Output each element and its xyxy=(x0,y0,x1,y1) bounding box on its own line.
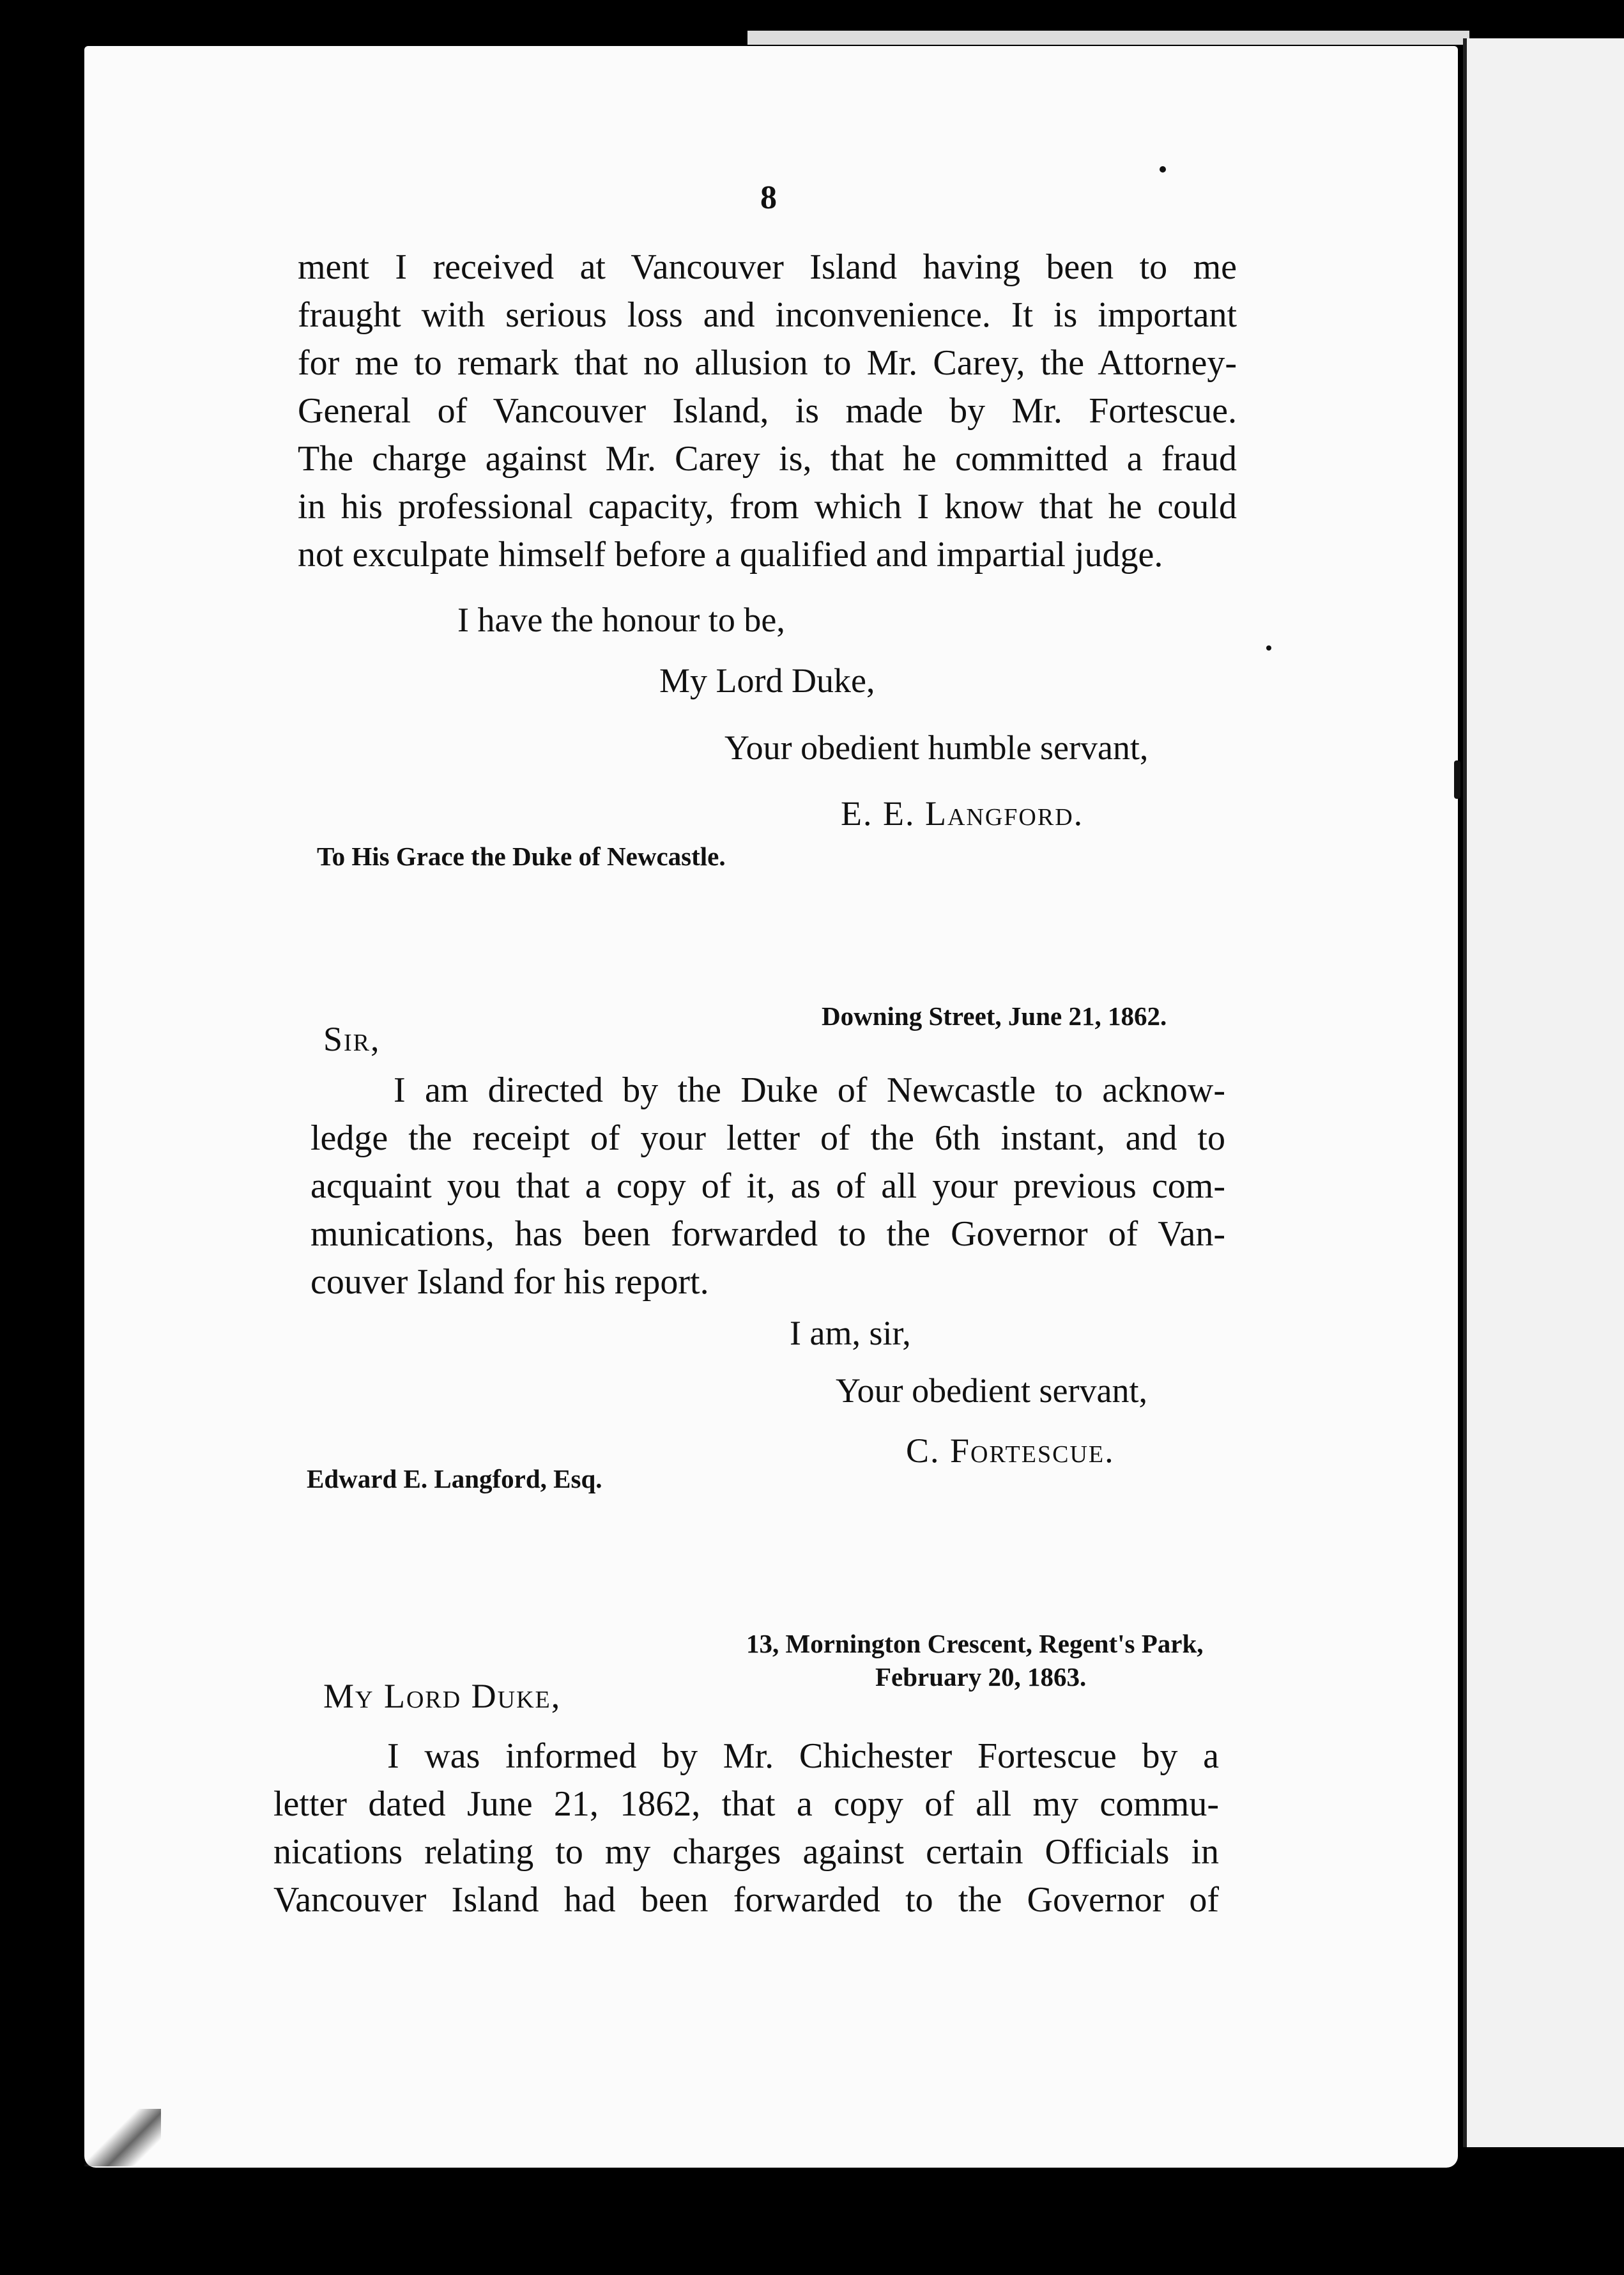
body-line: not exculpate himself before a qualified and impartial judge. xyxy=(298,535,1163,575)
addressee: Edward E. Langford, Esq. xyxy=(307,1464,602,1493)
body-line: acquaint you that a copy of it, as of all your previous com- xyxy=(310,1166,1225,1206)
body-line: letter dated June 21, 1862, that a copy of all my commu- xyxy=(273,1784,1219,1824)
scan-speck xyxy=(1454,760,1460,799)
body-line: fraught with serious loss and inconvenience. It is important xyxy=(298,295,1237,335)
body-line: for me to remark that no allusion to Mr. Carey, the Attorney- xyxy=(298,343,1237,383)
dateline: February 20, 1863. xyxy=(875,1662,1087,1692)
salutation: Sir, xyxy=(323,1020,381,1058)
page-corner-shadow xyxy=(84,2109,161,2166)
page-number: 8 xyxy=(760,180,777,216)
closing-line: My Lord Duke, xyxy=(659,661,875,700)
closing-line: I have the honour to be, xyxy=(457,601,785,639)
body-line: ledge the receipt of your letter of the 6th instant, and to xyxy=(310,1118,1225,1158)
dateline: 13, Mornington Crescent, Regent's Park, xyxy=(746,1629,1204,1658)
body-line: The charge against Mr. Carey is, that he committed a fraud xyxy=(298,439,1237,479)
body-line: Vancouver Island had been forwarded to the Governor of xyxy=(273,1880,1219,1920)
salutation: My Lord Duke, xyxy=(323,1677,562,1715)
adjacent-page xyxy=(1463,38,1624,2147)
addressee: To His Grace the Duke of Newcastle. xyxy=(317,842,726,871)
signature: E. E. Langford. xyxy=(841,794,1084,833)
scan-speck xyxy=(1160,166,1166,173)
scan-speck xyxy=(1266,645,1271,651)
signature: C. Fortescue. xyxy=(906,1431,1115,1470)
body-line: I was informed by Mr. Chichester Fortescue by a xyxy=(387,1736,1219,1776)
body-line: ment I received at Vancouver Island having been to me xyxy=(298,247,1237,287)
body-line: munications, has been forwarded to the Governor of Van- xyxy=(310,1214,1225,1254)
body-line: nications relating to my charges against certain Officials in xyxy=(273,1832,1219,1872)
body-line: in his professional capacity, from which I know that he could xyxy=(298,487,1237,527)
closing-line: Your obedient servant, xyxy=(836,1371,1147,1410)
body-line: I am directed by the Duke of Newcastle to acknow- xyxy=(394,1070,1225,1110)
dateline: Downing Street, June 21, 1862. xyxy=(822,1001,1167,1031)
closing-line: I am, sir, xyxy=(790,1314,911,1352)
body-line: couver Island for his report. xyxy=(310,1262,709,1302)
page-edge-top xyxy=(747,31,1469,45)
closing-line: Your obedient humble servant, xyxy=(724,729,1149,767)
body-line: General of Vancouver Island, is made by Mr. Fortescue. xyxy=(298,391,1237,431)
